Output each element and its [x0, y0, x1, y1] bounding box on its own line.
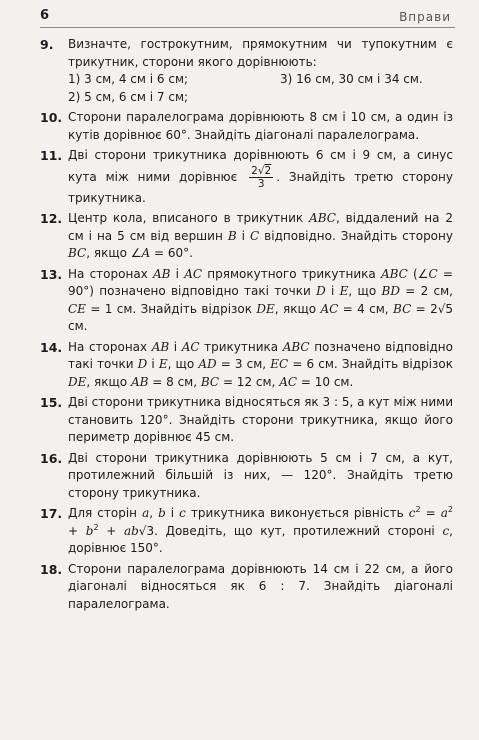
problem-number: 12.	[40, 211, 63, 226]
problem-list	[40, 36, 453, 616]
problem-12	[40, 210, 453, 263]
problem-15	[40, 394, 453, 447]
problem-16	[40, 450, 453, 503]
problem-11	[40, 147, 453, 207]
problem-text: Дві сторони трикутника дорівнюють 5 см і 7 см, а кут, протилежний більшій із них, — 120°. Знайдіть третю сторону трикутника.	[68, 450, 453, 500]
problem-text: Центр кола, вписаного в трикутник ABC, віддалений на 2 см і на 5 см від вершин B і C відповідно. Знайдіть сторону BC, якщо ∠A = 60°.	[68, 211, 453, 260]
problem-number: 15.	[40, 395, 63, 410]
page-number: 6	[40, 8, 50, 23]
problem-number: 9.	[40, 37, 54, 52]
problem-17	[40, 505, 453, 558]
sine-fraction: $\frac{2√2}{3}$	[251, 164, 272, 190]
equation: $c^2 = a^2 + b^2 + ab√3$	[68, 505, 453, 538]
problem-text: Визначте, гострокутним, прямокутним чи тупокутним є трикутник, сторони якого дорівнюють:	[68, 37, 453, 69]
section-title: Вправи	[399, 10, 451, 24]
problem-number: 16.	[40, 450, 63, 466]
problem-14	[40, 339, 453, 392]
problem-text: На сторонах AB і AC трикутника ABC позначено відповідно такі точки D і E, що AD = 3 см, EC = 6 см. Знайдіть відрізок DE, якщо AB = 8 см, BC = 12 см, AC = 10 см.	[68, 339, 453, 389]
problem-number: 11.	[40, 148, 63, 163]
problem-number: 13.	[40, 266, 63, 282]
problem-text: Сторони паралелограма дорівнюють 8 см і 10 см, а один із кутів дорівнює 60°. Знайдіть діагоналі паралелограма.	[68, 110, 453, 142]
problem-text: Дві сторони трикутника дорівнюють 6 см і 9 см, а синус кута між ними дорівнює $\frac{2√2}{3}$ . Знайдіть третю сторону трикутника.	[68, 148, 453, 205]
problem-number: 14.	[40, 339, 63, 355]
problem-text: На сторонах AB і AC прямокутного трикутника ABC (∠C = 90°) позначено відповідно такі точки D і E, що BD = 2 см, CE = 1 см. Знайдіть відрізок DE, якщо AC = 4 см, BC = 2√5 см.	[68, 266, 454, 333]
option-1: 1) 3 см, 4 см і 6 см;	[68, 72, 189, 86]
header-rule	[40, 27, 455, 28]
problem-text: Дві сторони трикутника відносяться як 3 : 5, а кут між ними становить 120°. Знайдіть сторони трикутника, якщо його периметр дорівнює 45 см.	[68, 395, 453, 444]
problem-13	[40, 266, 453, 336]
option-3: 3) 16 см, 30 см і 34 см.	[280, 72, 423, 86]
problem-text: Сторони паралелограма дорівнюють 14 см і 22 см, а його діагоналі відносяться як 6 : 7. Знайдіть діагоналі паралелограма.	[68, 561, 453, 611]
problem-18	[40, 561, 453, 614]
problem-options	[68, 71, 453, 106]
problem-9	[40, 36, 453, 106]
option-2: 2) 5 см, 6 см і 7 см;	[68, 89, 189, 104]
problem-number: 17.	[40, 506, 63, 521]
problem-number: 10.	[40, 110, 63, 125]
problem-10	[40, 109, 453, 144]
problem-text: Для сторін a, b і c трикутника виконується рівність $c^2 = a^2 + b^2 + ab√3$. Доведіть, що кут, протилежний стороні c, дорівнює 150°.	[68, 505, 453, 555]
problem-number: 18.	[40, 561, 63, 577]
